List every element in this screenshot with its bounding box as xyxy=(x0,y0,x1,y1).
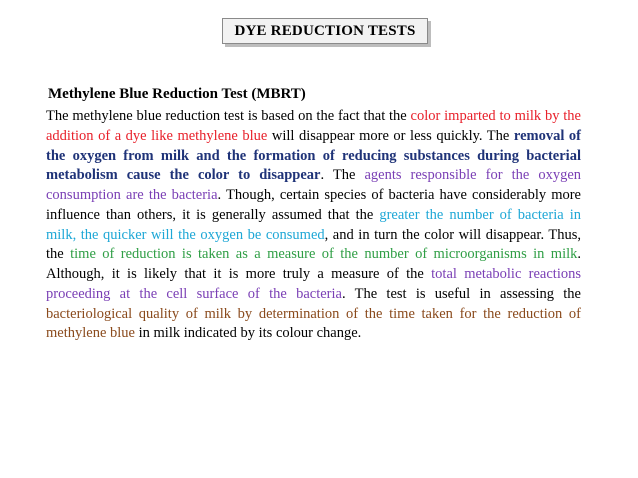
paragraph-segment-14: in milk indicated by its colour change. xyxy=(134,325,362,342)
paragraph-segment-10: . Although, it is likely that it is more truly a measure of the xyxy=(46,246,582,282)
highlight-bacteriological-quality: bacteriological quality of milk by determination of the time taken for the reduction of methylene blue xyxy=(46,305,581,342)
highlight-metabolic-reactions: total metabolic reactions proceeding at the cell surface of the bacteria xyxy=(46,266,582,302)
highlight-time-of-reduction: time of reduction is taken as a measure of the number of microorganisms in milk xyxy=(70,246,578,263)
paragraph-segment-12: . The test is useful in assessing the xyxy=(341,285,581,302)
paragraph-segment-8: , and in turn the color will disappear. Thus, the xyxy=(46,226,581,263)
paragraph-segment-2: will disappear more or less quickly. The xyxy=(267,127,514,144)
highlight-agents-responsible: agents responsible for the oxygen consumption are the bacteria xyxy=(46,167,582,203)
highlight-color-imparted: color imparted to milk by the addition of a dye like methylene blue xyxy=(46,108,581,144)
highlight-greater-number: greater the number of bacteria in milk, the quicker will the oxygen be consumed xyxy=(46,206,581,243)
section-heading: Methylene Blue Reduction Test (MBRT) xyxy=(48,86,306,102)
slide-title-box xyxy=(222,18,428,44)
highlight-oxygen-removal: removal of the oxygen from milk and the formation of reducing substances during bacterial metabolism cause the color to disappear xyxy=(46,127,581,184)
body-paragraph xyxy=(46,107,581,344)
paragraph-segment-4: . The xyxy=(320,167,365,184)
paragraph-segment-6: . Though, certain species of bacteria have considerably more influence than others, it is generally assumed that the xyxy=(46,187,581,223)
slide-title: DYE REDUCTION TESTS xyxy=(234,22,416,39)
paragraph-segment-0: The methylene blue reduction test is based on the fact that the xyxy=(46,108,411,124)
